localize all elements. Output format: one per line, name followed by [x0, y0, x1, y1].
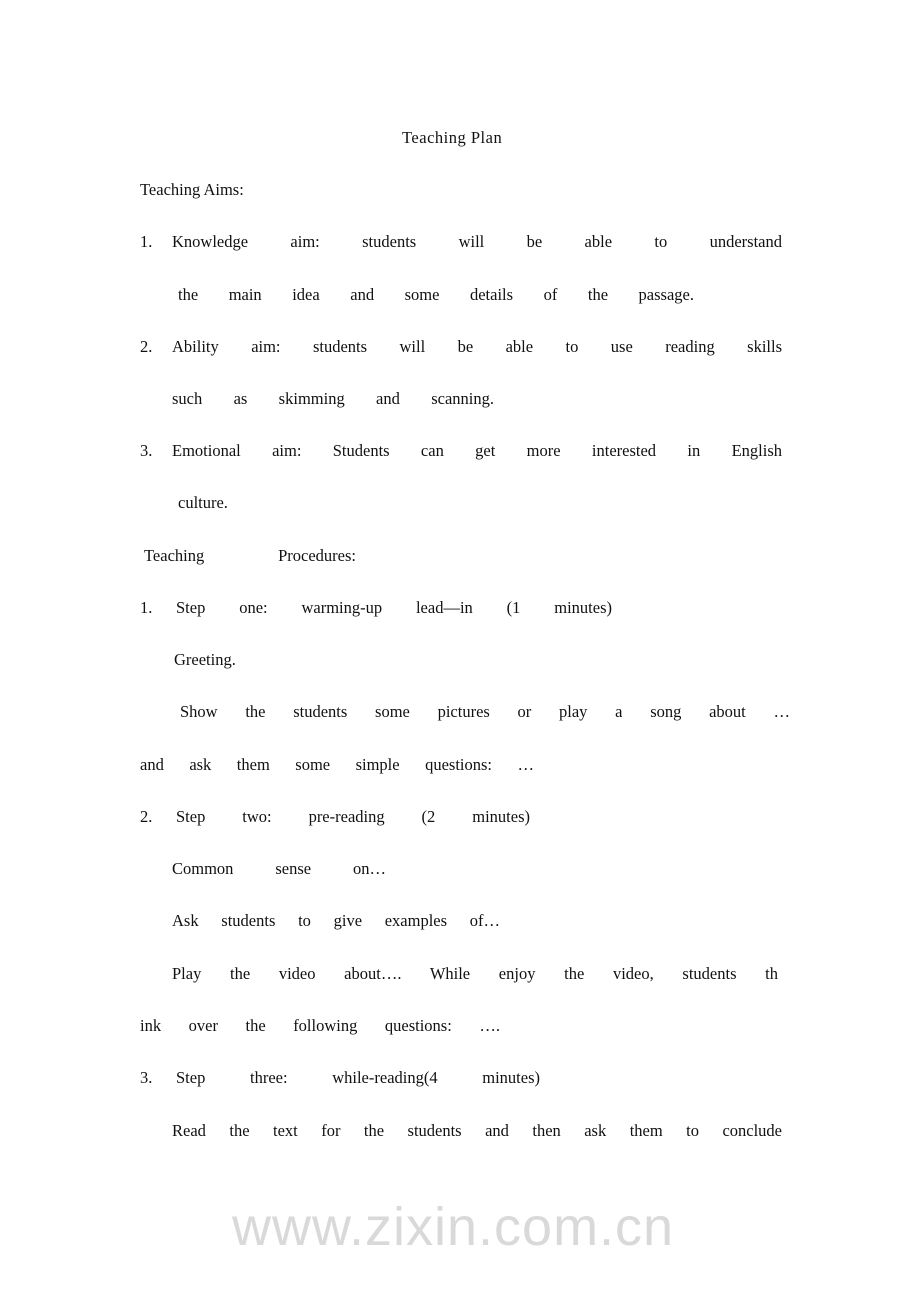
aim-line: Emotional aim: Students can get more interested in English	[172, 441, 782, 460]
step-number: 1.	[140, 598, 153, 617]
step-line: Greeting.	[174, 650, 236, 669]
step-line: Common sense on…	[172, 859, 386, 878]
aim-number: 3.	[140, 441, 153, 460]
step-title: Step one: warming-up lead—in (1 minutes)	[176, 598, 612, 617]
step-line: and ask them some simple questions: …	[140, 755, 534, 774]
aim-number: 2.	[140, 337, 153, 356]
step-line: Read the text for the students and then ask them to conclude	[172, 1121, 782, 1140]
step-title: Step three: while-reading(4 minutes)	[176, 1068, 540, 1087]
aim-number: 1.	[140, 232, 153, 251]
step-line: Ask students to give examples of…	[172, 911, 500, 930]
step-number: 3.	[140, 1068, 153, 1087]
aim-line: culture.	[178, 493, 228, 512]
step-line: Show the students some pictures or play a song about …	[180, 702, 790, 721]
step-number: 2.	[140, 807, 153, 826]
aim-line: such as skimming and scanning.	[172, 389, 494, 408]
watermark: www.zixin.com.cn	[232, 1197, 675, 1257]
procedures-heading: Teaching Procedures:	[144, 546, 356, 565]
step-title: Step two: pre-reading (2 minutes)	[176, 807, 530, 826]
step-line: ink over the following questions: ….	[140, 1016, 500, 1035]
document-title: Teaching Plan	[402, 128, 503, 147]
aims-heading: Teaching Aims:	[140, 180, 244, 199]
aim-line: the main idea and some details of the passage.	[178, 285, 694, 304]
aim-line: Ability aim: students will be able to use reading skills	[172, 337, 782, 356]
aim-line: Knowledge aim: students will be able to understand	[172, 232, 782, 251]
step-line: Play the video about…. While enjoy the video, students th	[172, 964, 778, 983]
